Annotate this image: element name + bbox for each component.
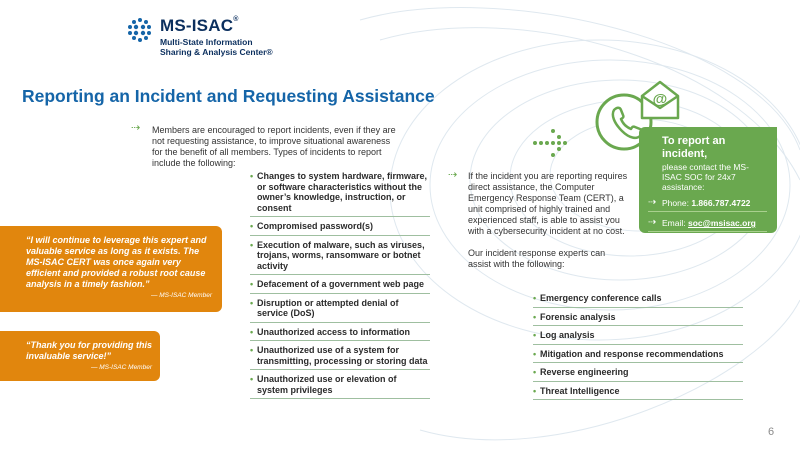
incident-types-list — [250, 171, 430, 403]
svg-text:@: @ — [652, 91, 668, 108]
quote-box-2 — [0, 331, 160, 381]
quote-attribution: — MS-ISAC Member — [150, 292, 212, 299]
logo-title: MS-ISAC® — [160, 16, 239, 35]
contact-box — [639, 127, 777, 233]
globe-logo-icon — [126, 16, 154, 44]
logo-subtitle: Multi-State Information Sharing & Analysis Center® — [160, 37, 273, 57]
list-item: • Execution of malware, such as viruses, trojans, worms, ransomware or botnet activity — [250, 240, 430, 276]
list-item: • Unauthorized use or elevation of system privileges — [250, 374, 430, 399]
green-arrows-icon — [532, 125, 568, 161]
list-item: • Unauthorized use of a system for transmitting, processing or storing data — [250, 345, 430, 370]
list-item: • Compromised password(s) — [250, 221, 430, 236]
list-item: • Forensic analysis — [533, 312, 743, 327]
email-link[interactable]: soc@msisac.org — [688, 218, 756, 228]
page-heading: Reporting an Incident and Requesting Assistance — [22, 86, 435, 106]
page-number: 6 — [768, 426, 775, 438]
contact-phone[interactable]: ⇢ Phone: 1.866.787.4722 — [648, 198, 767, 212]
list-item: • Reverse engineering — [533, 367, 743, 382]
dotted-arrow-icon: ⇢ — [648, 217, 657, 228]
list-item: • Unauthorized access to information — [250, 327, 430, 342]
dotted-arrow-icon: ⇢ — [448, 169, 458, 181]
list-item: • Disruption or attempted denial of service (DoS) — [250, 298, 430, 323]
list-item: • Changes to system hardware, firmware, or software characteristics without the owner’s knowledge, instruction, or consent — [250, 171, 430, 217]
quote-attribution: — MS-ISAC Member — [90, 364, 152, 371]
phone-number[interactable]: 1.866.787.4722 — [691, 198, 751, 208]
list-item: • Threat Intelligence — [533, 386, 743, 401]
quote-text: “Thank you for providing this invaluable service!” — [26, 340, 152, 361]
contact-title: To report an incident, — [662, 135, 726, 160]
list-item: • Emergency conference calls — [533, 293, 743, 308]
ms-isac-logo — [126, 14, 326, 60]
services-list — [533, 293, 743, 404]
list-item: • Mitigation and response recommendations — [533, 349, 743, 364]
assistance-paragraph: If the incident you are reporting requires direct assistance, the Computer Emergency Response Team (CERT), a unit comprised of highly trained and experienced staff, is able to assist you with a cybersecurity incident at no cost. — [468, 171, 628, 236]
dotted-arrow-icon: ⇢ — [131, 122, 141, 134]
quote-text: “I will continue to leverage this expert and valuable service as long as it exists. The MS-ISAC CERT was once again very efficient and provided a robust root cause analysis in a timely fashion.” — [26, 235, 207, 289]
dotted-arrow-icon: ⇢ — [648, 197, 657, 208]
intro-text: Members are encouraged to report incidents, even if they are not requesting assistance, to improve situational awareness for the benefit of all members. Types of incidents to report include the following: — [152, 125, 396, 168]
list-item: • Log analysis — [533, 330, 743, 345]
assistance-paragraph: Our incident response experts can assist with the following: — [468, 248, 606, 269]
quote-box-1 — [0, 226, 222, 312]
assistance-text — [468, 171, 630, 270]
contact-email[interactable]: ⇢ Email: soc@msisac.org — [648, 218, 767, 232]
list-item: • Defacement of a government web page — [250, 279, 430, 294]
contact-text: please contact the MS-ISAC SOC for 24x7 assistance: — [662, 162, 749, 192]
